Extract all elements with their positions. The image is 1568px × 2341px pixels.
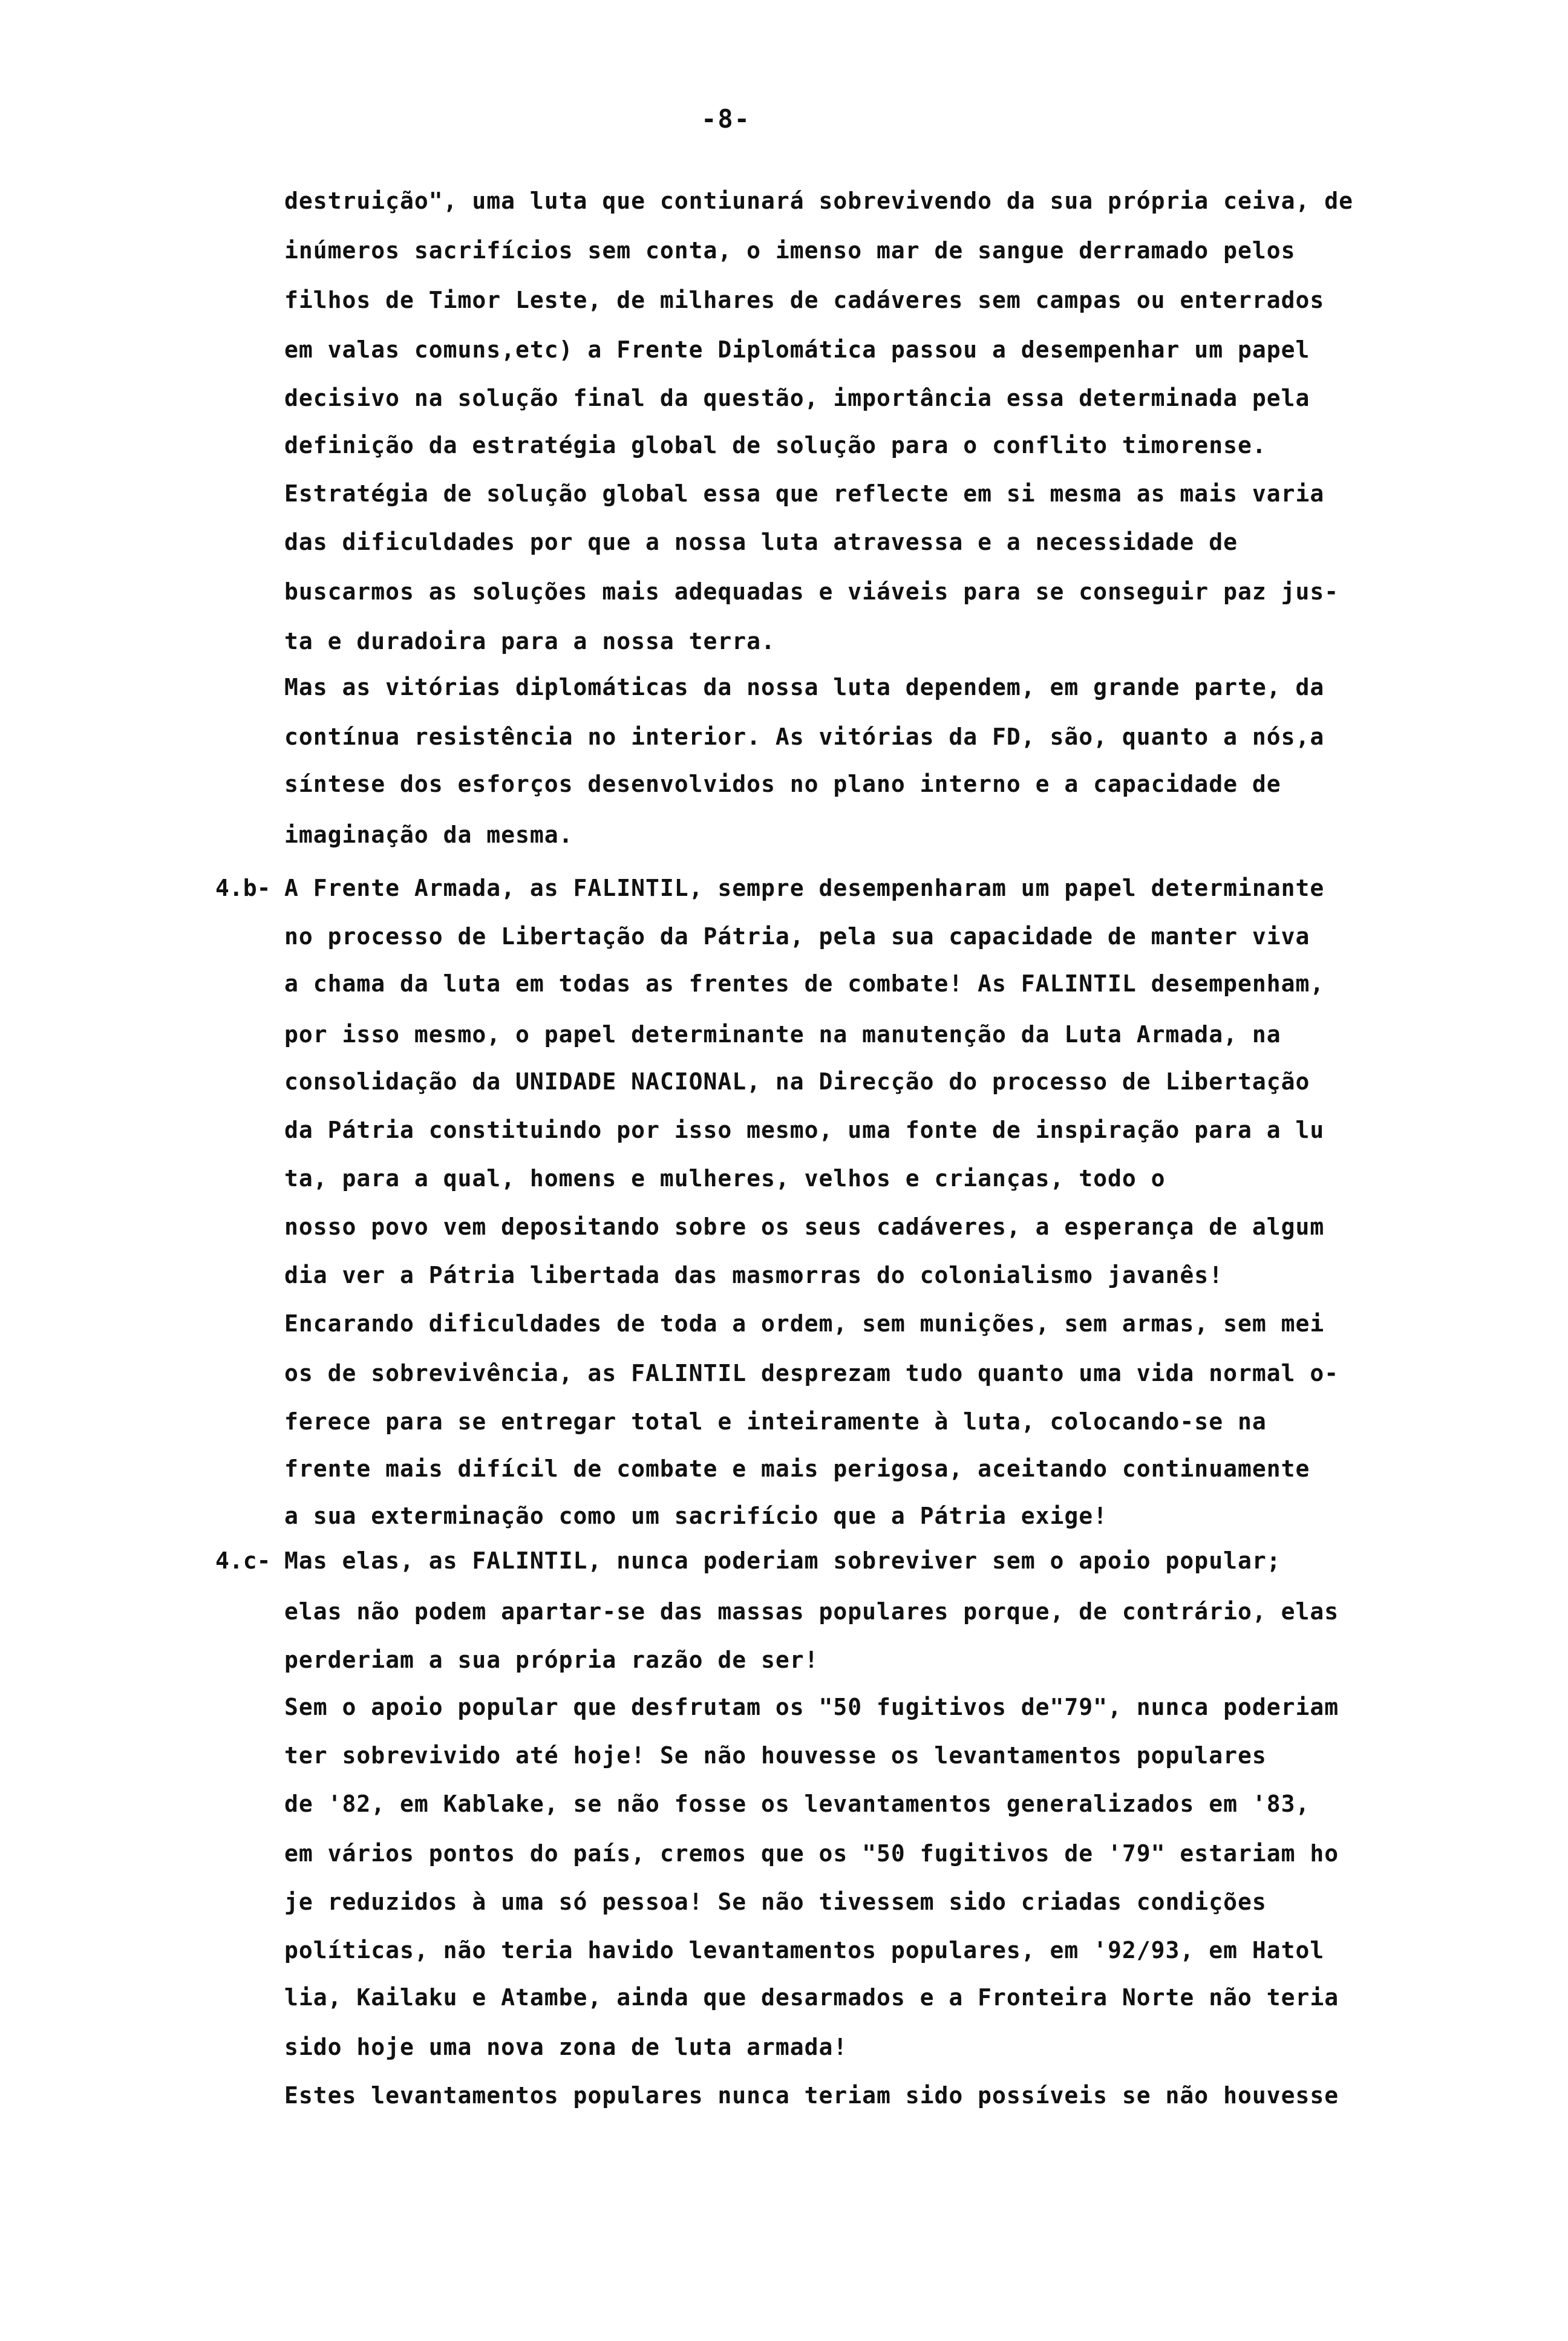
text-line: imaginação da mesma. <box>284 821 573 848</box>
text-line: da Pátria constituindo por isso mesmo, uma fonte de inspiração para a lu <box>284 1117 1325 1143</box>
page-number: -8- <box>701 104 751 134</box>
text-line: políticas, não teria havido levantamentos populares, em '92/93, em Hatol <box>284 1937 1325 1964</box>
text-line: buscarmos as soluções mais adequadas e viáveis para se conseguir paz jus- <box>284 578 1339 605</box>
text-line: decisivo na solução final da questão, importância essa determinada pela <box>284 385 1310 411</box>
text-line: nosso povo vem depositando sobre os seus cadáveres, a esperança de algum <box>284 1213 1325 1240</box>
text-line: de '82, em Kablake, se não fosse os levantamentos generalizados em '83, <box>284 1791 1310 1817</box>
section-marker-4b: 4.b- <box>215 875 271 901</box>
text-line: a chama da luta em todas as frentes de combate! As FALINTIL desempenham, <box>284 970 1325 997</box>
text-line: em valas comuns,etc) a Frente Diplomática passou a desempenhar um papel <box>284 336 1310 363</box>
text-line: Estes levantamentos populares nunca teriam sido possíveis se não houvesse <box>284 2082 1339 2109</box>
text-line: Sem o apoio popular que desfrutam os "50 fugitivos de"79", nunca poderiam <box>284 1694 1339 1720</box>
text-line: perderiam a sua própria razão de ser! <box>284 1647 819 1673</box>
text-line: elas não podem apartar-se das massas populares porque, de contrário, elas <box>284 1598 1339 1625</box>
text-line: síntese dos esforços desenvolvidos no plano interno e a capacidade de <box>284 771 1281 797</box>
text-line: por isso mesmo, o papel determinante na manutenção da Luta Armada, na <box>284 1021 1281 1048</box>
text-line: ta e duradoira para a nossa terra. <box>284 628 776 655</box>
text-line: no processo de Libertação da Pátria, pela sua capacidade de manter viva <box>284 923 1310 950</box>
text-line: Encarando dificuldades de toda a ordem, sem munições, sem armas, sem mei <box>284 1310 1325 1337</box>
text-line: a sua exterminação como um sacrifício que a Pátria exige! <box>284 1503 1108 1529</box>
text-line: os de sobrevivência, as FALINTIL desprezam tudo quanto uma vida normal o- <box>284 1360 1339 1386</box>
text-line: lia, Kailaku e Atambe, ainda que desarmados e a Fronteira Norte não teria <box>284 1984 1339 2011</box>
text-line: frente mais difícil de combate e mais perigosa, aceitando continuamente <box>284 1455 1310 1482</box>
text-line: contínua resistência no interior. As vitórias da FD, são, quanto a nós,a <box>284 723 1325 750</box>
text-line: em vários pontos do país, cremos que os "50 fugitivos de '79" estariam ho <box>284 1840 1339 1867</box>
text-line: A Frente Armada, as FALINTIL, sempre desempenharam um papel determinante <box>284 875 1325 901</box>
text-line: sido hoje uma nova zona de luta armada! <box>284 2034 848 2060</box>
section-marker-4c: 4.c- <box>215 1547 271 1574</box>
text-line: inúmeros sacrifícios sem conta, o imenso mar de sangue derramado pelos <box>284 237 1296 264</box>
text-line: ferece para se entregar total e inteiramente à luta, colocando-se na <box>284 1408 1267 1435</box>
text-line: das dificuldades por que a nossa luta atravessa e a necessidade de <box>284 529 1238 555</box>
text-line: ter sobrevivido até hoje! Se não houvesse os levantamentos populares <box>284 1742 1267 1769</box>
text-line: definição da estratégia global de solução para o conflito timorense. <box>284 432 1267 459</box>
text-line: Mas elas, as FALINTIL, nunca poderiam sobreviver sem o apoio popular; <box>284 1547 1281 1574</box>
text-line: Mas as vitórias diplomáticas da nossa luta dependem, em grande parte, da <box>284 674 1325 700</box>
text-line: filhos de Timor Leste, de milhares de cadáveres sem campas ou enterrados <box>284 287 1325 313</box>
text-line: Estratégia de solução global essa que reflecte em si mesma as mais varia <box>284 480 1325 507</box>
text-line: consolidação da UNIDADE NACIONAL, na Direcção do processo de Libertação <box>284 1068 1310 1095</box>
text-line: destruição", uma luta que contiunará sobrevivendo da sua própria ceiva, de <box>284 188 1353 214</box>
text-line: ta, para a qual, homens e mulheres, velhos e crianças, todo o <box>284 1165 1166 1192</box>
text-line: dia ver a Pátria libertada das masmorras do colonialismo javanês! <box>284 1262 1224 1288</box>
text-line: je reduzidos à uma só pessoa! Se não tivessem sido criadas condições <box>284 1889 1267 1915</box>
